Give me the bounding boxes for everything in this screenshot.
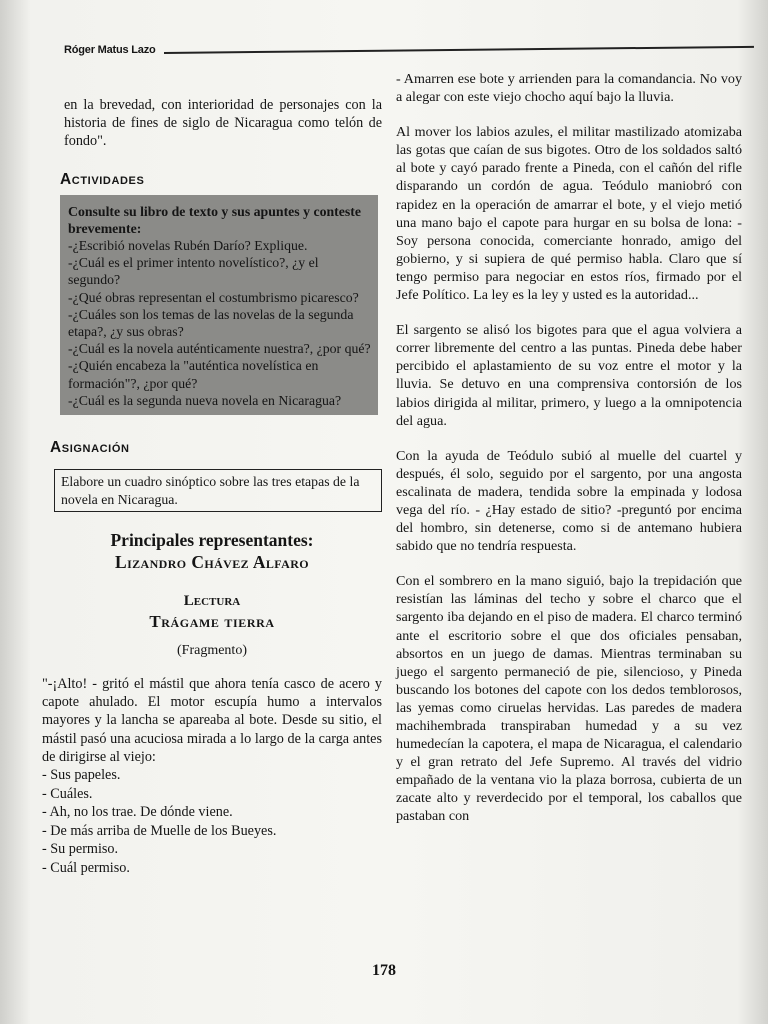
actividad-item: -¿Qué obras representan el costumbrismo picaresco? xyxy=(68,289,359,305)
dialogue-line: - De más arriba de Muelle de los Bueyes. xyxy=(42,822,277,839)
asignacion-text: Elabore un cuadro sinóptico sobre las tres etapas de la novela en Nicaragua. xyxy=(61,474,360,507)
dialogue-line: - Cuál permiso. xyxy=(42,860,130,877)
running-header xyxy=(64,44,754,60)
story-paragraph: Con el sombrero en la mano siguió, bajo la trepidación que resistían las láminas del techo y sobre el charco que el sargento iba dejando en el piso de madera. El charco terminó ante el escritorio sobre el que dos oficiales pensaban, absortos en un juego de damas. Mientras terminaban su juego el sargento permaneció de pie, silencioso, y Pineda buscando los botones del capote con los dedos temblorosos, las yemas como ciruelas hervidas. Las paredes de madera machihembrada transpiraban humedad y a su vez humedecían la capotera, el mapa de Nicaragua, el calendario y el gran retrato del Jefe Supremo. Al través del vidrio empañado de la ventana vio la plaza borrosa, cubierta de un zacate alto y reverdecido por el temporal, los caballos que pastaban con xyxy=(396,573,742,825)
representantes-title: Principales representantes: xyxy=(110,530,314,551)
right-column xyxy=(396,70,742,826)
header-author: Róger Matus Lazo xyxy=(64,44,156,56)
dialogue-line: - Cuáles. xyxy=(42,785,93,802)
left-column xyxy=(42,96,382,878)
dialogue-line: - Sus papeles. xyxy=(42,767,121,784)
actividad-item: -¿Cuál es el primer intento novelístico?, ¿y el segundo? xyxy=(68,255,319,288)
page-number: 178 xyxy=(372,962,396,979)
actividades-heading: Actividades xyxy=(60,170,145,188)
fragmento-label: (Fragmento) xyxy=(177,643,247,659)
actividad-item: -¿Cuál es la novela auténticamente nuestra?, ¿por qué? xyxy=(68,341,371,357)
story-paragraph: Con la ayuda de Teódulo subió al muelle del cuartel y después, él solo, seguido por el sargento, por una angosta escalinata de madera, tendida sobre la empinada y lodosa vega del río. - ¿Hay estado de sitio? -preguntó por encima del hombro, sin detenerse, como si de antemano hubiera sabido que no tendría respuesta. xyxy=(396,447,742,555)
header-rule xyxy=(164,46,754,54)
lectura-label: Lectura xyxy=(183,593,241,610)
story-intro: "-¡Alto! - gritó el mástil que ahora tenía casco de acero y capote ahulado. El motor escupía humo a intervalos mayores y la lancha se apareaba al bote. Desde su sitio, el mástil pasó una acuciosa mirada a lo largo de la carga antes de dirigirse al viejo: xyxy=(42,676,382,765)
author-name-heading: Lizandro Chávez Alfaro xyxy=(115,552,309,573)
story-paragraph: El sargento se alisó los bigotes para que el agua volviera a correr libremente del centro a las puntas. Pineda debe haber percibido el aplastamiento de su voz entre el motor y la lluvia. Se detuvo en una comprensiva contorsión de los labios dirigida al militar, primero, y luego a la omnipotencia del agua. xyxy=(396,322,742,429)
actividad-item: -¿Cuáles son los temas de las novelas de la segunda etapa?, ¿y sus obras? xyxy=(68,306,354,340)
actividad-item: -¿Cuál es la segunda nueva novela en Nicaragua? xyxy=(68,392,342,408)
actividades-box xyxy=(60,195,378,415)
story-paragraph: Al mover los labios azules, el militar mastilizado atomizaba las gotas que caían de sus bigotes. Otro de los soldados saltó al bote y cayó parado frente a Pineda, con el cañón del rifle disparando un cordón de agua. Teódulo maniobró con rapidez en la operación de amarrar el bote, y el viejo metió una mano bajo el capote para hurgar en su bolsa de lona: - Soy persona conocida, comerciante honrado, amigo del gobierno, y si supiera de qué permiso habla. Claro que sí tengo permiso para negociar en estos ríos, firmado por el Jefe Político. La ley es la ley y usted es la autoridad... xyxy=(396,124,742,304)
actividad-item: -¿Quién encabeza la "auténtica novelística en formación"?, ¿por qué? xyxy=(68,358,319,391)
dialogue-line: - Ah, no los trae. De dónde viene. xyxy=(42,804,233,821)
story-title: Trágame tierra xyxy=(149,612,275,632)
story-paragraph: - Amarren ese bote y arrienden para la comandancia. No voy a alegar con este viejo chocho aquí bajo la lluvia. xyxy=(396,71,742,106)
asignacion-heading: Asignación xyxy=(50,439,130,457)
intro-paragraph: en la brevedad, con interioridad de personajes con la historia de fines de siglo de Nicaragua como telón de fondo". xyxy=(64,97,382,150)
dialogue-list xyxy=(42,766,382,878)
actividades-lead: Consulte su libro de texto y sus apuntes y conteste brevemente: xyxy=(68,203,361,236)
actividad-item: -¿Escribió novelas Rubén Darío? Explique. xyxy=(68,238,308,254)
dialogue-line: - Su permiso. xyxy=(42,841,119,858)
asignacion-box xyxy=(54,469,382,512)
